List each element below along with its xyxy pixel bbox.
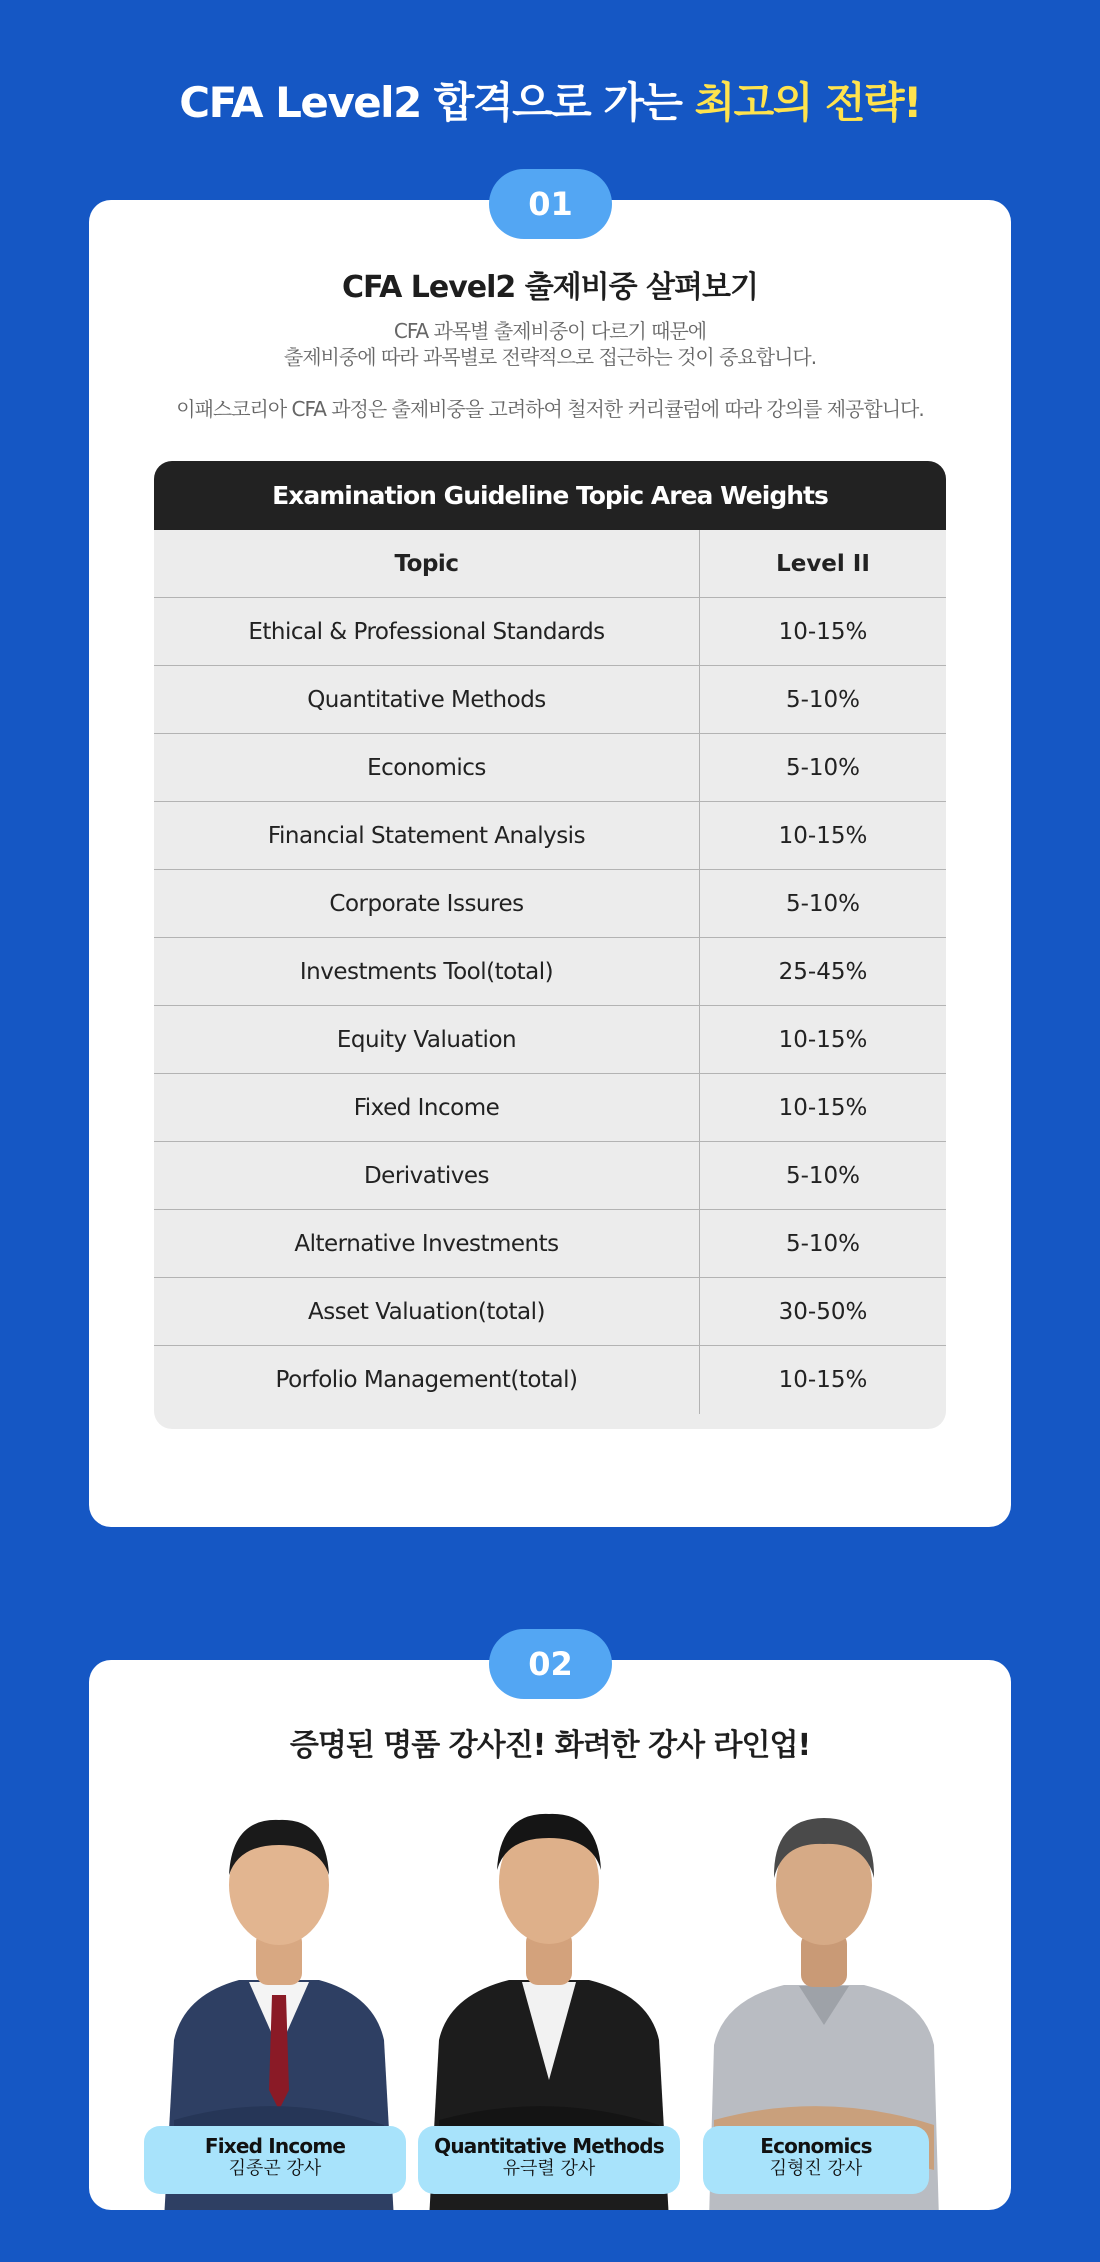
- table-row: [154, 938, 946, 1006]
- section-number-badge: 02: [489, 1629, 612, 1699]
- column-header-level: Level II: [776, 551, 870, 577]
- weights-table-caption: Examination Guideline Topic Area Weights: [154, 461, 946, 530]
- weight-cell: 5-10%: [785, 891, 861, 917]
- topic-cell: Alternative Investments: [154, 1210, 700, 1277]
- instructor-label: [418, 2126, 680, 2194]
- table-row: [154, 802, 946, 870]
- section-weights-title: CFA Level2 출제비중 살펴보기: [342, 270, 758, 305]
- weights-table-header-row: [154, 530, 946, 598]
- weight-cell: 5-10%: [785, 687, 861, 713]
- topic-cell: Asset Valuation(total): [154, 1278, 700, 1345]
- table-row: [154, 1142, 946, 1210]
- table-row: [154, 1074, 946, 1142]
- instructor-label: [703, 2126, 929, 2194]
- table-row: [154, 1346, 946, 1414]
- topic-cell: Financial Statement Analysis: [154, 802, 700, 869]
- table-row: [154, 598, 946, 666]
- topic-cell: Corporate Issures: [154, 870, 700, 937]
- instructor-label: [144, 2126, 406, 2194]
- table-row: [154, 1278, 946, 1346]
- topic-cell: Quantitative Methods: [154, 666, 700, 733]
- table-row: [154, 1006, 946, 1074]
- weight-cell: 5-10%: [785, 1163, 861, 1189]
- topic-cell: Equity Valuation: [154, 1006, 700, 1073]
- instructor-name: 유극렬 강사: [502, 2158, 596, 2179]
- section-weights-desc-line2: 출제비중에 따라 과목별로 전략적으로 접근하는 것이 중요합니다.: [283, 345, 817, 369]
- section-weights-desc-line3: 이패스코리아 CFA 과정은 출제비중을 고려하여 철저한 커리큘럼에 따라 강의를 제공합니다.: [176, 397, 924, 421]
- weights-table: [154, 461, 946, 1429]
- instructor-card: [144, 1790, 414, 2210]
- instructor-card: [414, 1790, 684, 2210]
- topic-cell: Derivatives: [154, 1142, 700, 1209]
- weight-cell: 10-15%: [778, 1367, 868, 1393]
- headline-prefix: CFA Level2 합격으로 가는: [179, 78, 695, 127]
- weight-cell: 10-15%: [778, 619, 868, 645]
- weight-cell: 5-10%: [785, 1231, 861, 1257]
- instructor-subject: Fixed Income: [204, 2134, 346, 2158]
- instructor-subject: Quantitative Methods: [434, 2134, 664, 2158]
- instructor-lineup: [89, 1790, 1011, 2210]
- table-row: [154, 734, 946, 802]
- weight-cell: 10-15%: [778, 823, 868, 849]
- topic-cell: Fixed Income: [154, 1074, 700, 1141]
- table-row: [154, 666, 946, 734]
- table-row: [154, 870, 946, 938]
- topic-cell: Investments Tool(total): [154, 938, 700, 1005]
- section-instructors-card: [89, 1660, 1011, 2210]
- weight-cell: 5-10%: [785, 755, 861, 781]
- instructor-name: 김종곤 강사: [228, 2158, 322, 2179]
- section-weights-desc-line1: CFA 과목별 출제비중이 다르기 때문에: [393, 319, 707, 343]
- column-header-topic: Topic: [154, 530, 700, 597]
- instructor-subject: Economics: [760, 2134, 872, 2158]
- weight-cell: 30-50%: [778, 1299, 868, 1325]
- table-row: [154, 1210, 946, 1278]
- headline-highlight: 최고의 전략!: [694, 78, 921, 127]
- instructor-name: 김형진 강사: [769, 2158, 863, 2179]
- topic-cell: Ethical & Professional Standards: [154, 598, 700, 665]
- section-weights-card: [89, 200, 1011, 1527]
- page-headline: [0, 70, 1100, 130]
- weight-cell: 10-15%: [778, 1095, 868, 1121]
- weight-cell: 10-15%: [778, 1027, 868, 1053]
- topic-cell: Porfolio Management(total): [154, 1346, 700, 1414]
- weights-table-body: [154, 598, 946, 1414]
- instructor-card: [689, 1790, 959, 2210]
- section-number-badge: 01: [489, 169, 612, 239]
- topic-cell: Economics: [154, 734, 700, 801]
- section-instructors-title: 증명된 명품 강사진! 화려한 강사 라인업!: [289, 1728, 811, 1763]
- weight-cell: 25-45%: [778, 959, 868, 985]
